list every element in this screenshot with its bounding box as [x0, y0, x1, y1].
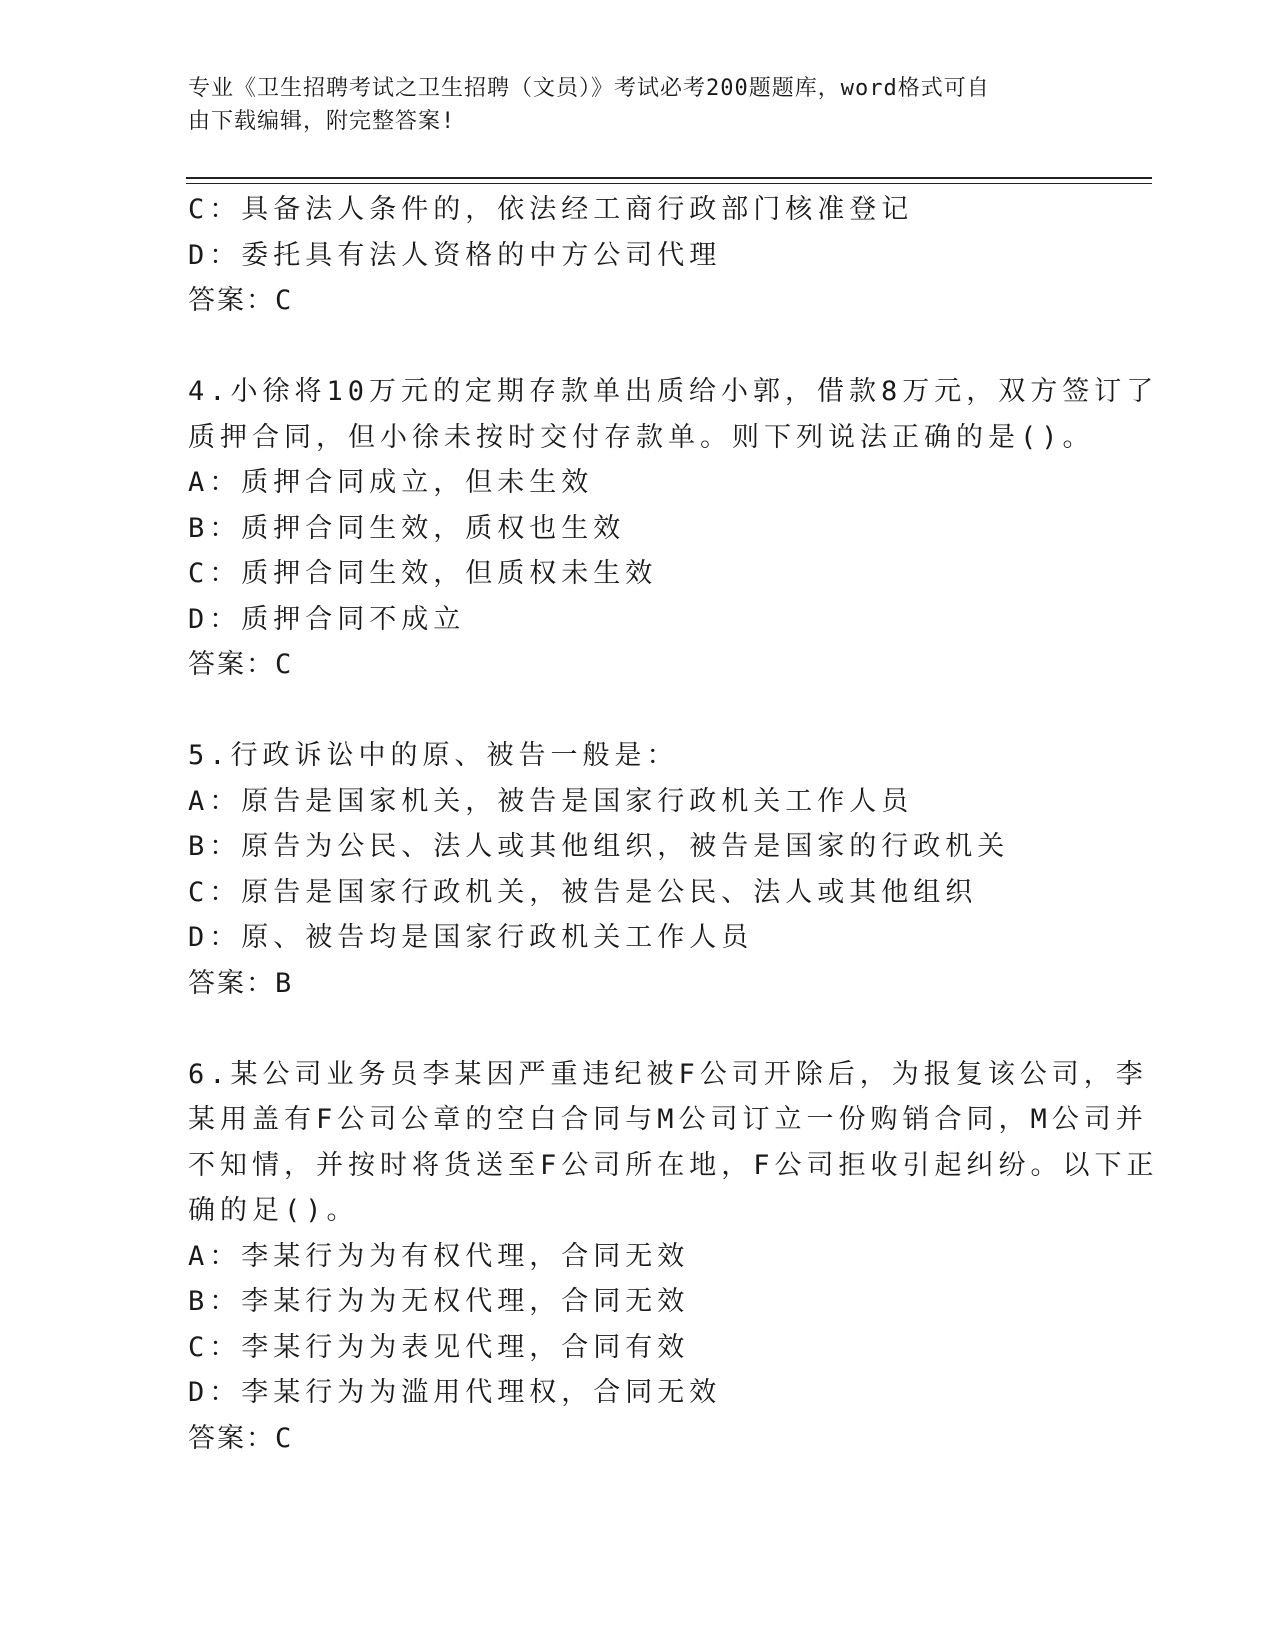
document-body: [188, 187, 1159, 1461]
option-c: C：质押合同生效，但质权未生效: [188, 558, 658, 589]
option-c: C：李某行为为表见代理，合同有效: [188, 1331, 690, 1363]
header-line-2: 由下载编辑，附完整答案!: [188, 109, 456, 134]
spacer: [188, 1006, 1088, 1052]
header-rule: [186, 177, 1152, 184]
option-d: D：原、被告均是国家行政机关工作人员: [188, 922, 754, 953]
page-header: [188, 72, 1068, 138]
question-stem: 不知情，并按时将货送至F公司所在地，F公司拒收引起纠纷。以下正: [188, 1149, 1159, 1181]
question-stem: 6.某公司业务员李某因严重违纪被F公司开除后，为报复该公司，李: [188, 1058, 1148, 1090]
spacer: [188, 688, 1088, 734]
option-d: D：委托具有法人资格的中方公司代理: [188, 239, 722, 271]
question-5: [188, 733, 1088, 1006]
question-6: [188, 1052, 1159, 1462]
question-prev: [188, 187, 1088, 324]
question-stem: 4.小徐将10万元的定期存款单出质给小郭，借款8万元，双方签订了: [188, 376, 1159, 407]
option-b: B：原告为公民、法人或其他组织，被告是国家的行政机关: [188, 831, 1010, 862]
answer: 答案：B: [188, 967, 294, 999]
option-a: A：原告是国家机关，被告是国家行政机关工作人员: [188, 785, 914, 817]
option-a: A：李某行为为有权代理，合同无效: [188, 1240, 690, 1272]
question-4: [188, 369, 1159, 688]
question-stem: 某用盖有F公司公章的空白合同与M公司订立一份购销合同，M公司并: [188, 1104, 1148, 1135]
answer: 答案：C: [188, 1422, 294, 1454]
option-b: B：李某行为为无权代理，合同无效: [188, 1286, 690, 1317]
question-stem: 5.行政诉讼中的原、被告一般是：: [188, 740, 679, 771]
option-d: D：质押合同不成立: [188, 603, 466, 635]
option-d: D：李某行为为滥用代理权，合同无效: [188, 1377, 722, 1408]
question-stem: 质押合同，但小徐未按时交付存款单。则下列说法正确的是()。: [188, 421, 1095, 453]
option-c: C：具备法人条件的，依法经工商行政部门核准登记: [188, 194, 914, 225]
answer: 答案：C: [188, 649, 294, 680]
option-a: A：质押合同成立，但未生效: [188, 467, 594, 498]
option-c: C：原告是国家行政机关，被告是公民、法人或其他组织: [188, 876, 978, 908]
option-b: B：质押合同生效，质权也生效: [188, 512, 626, 544]
answer: 答案：C: [188, 285, 294, 316]
header-line-1: 专业《卫生招聘考试之卫生招聘（文员）》考试必考200题题库，word格式可自: [188, 76, 990, 101]
spacer: [188, 324, 1088, 370]
question-stem: 确的足()。: [188, 1195, 359, 1226]
